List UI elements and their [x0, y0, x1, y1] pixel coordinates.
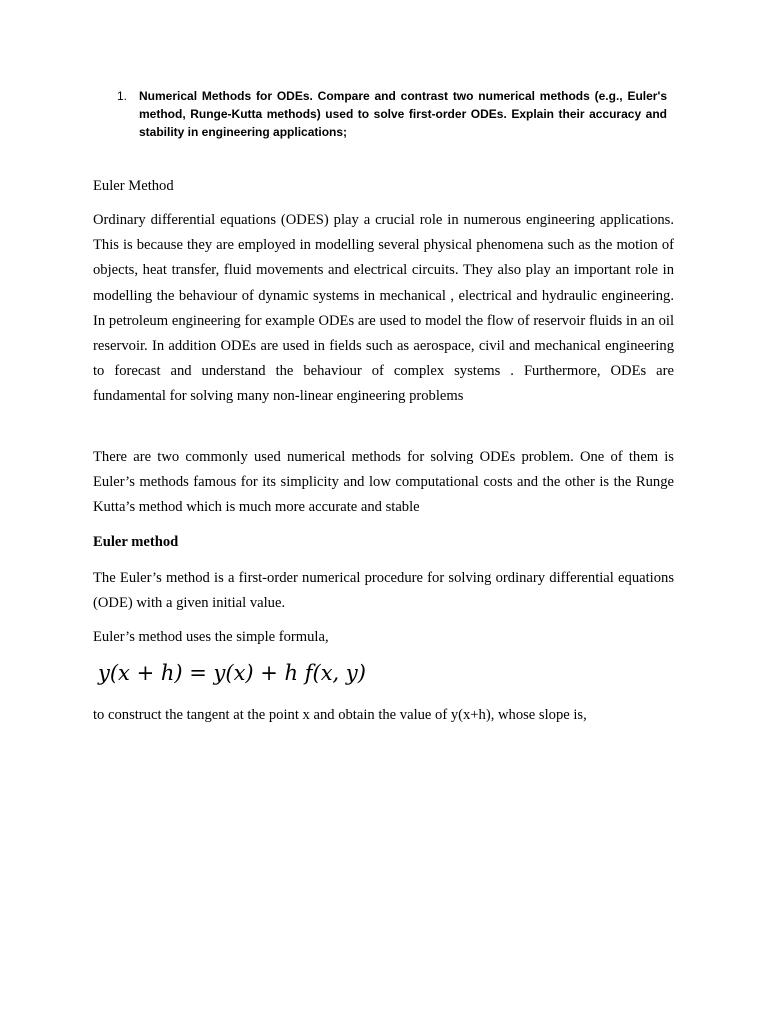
- question-item: [117, 87, 667, 141]
- paragraph-odes-intro: Ordinary differential equations (ODES) play a crucial role in numerous engineering applications. This is because they are employed in modelling several physical phenomena such as the motion of objects, heat transfer, fluid movements and electrical circuits. They also play an important role in modelling the behaviour of dynamic systems in mechanical , electrical and hydraulic engineering. In petroleum engineering for example ODEs are used to model the flow of reservoir fluids in an oil reservoir. In addition ODEs are used in fields such as aerospace, civil and mechanical engineering to forecast and understand the behaviour of complex systems . Furthermore, ODEs are fundamental for solving many non-linear engineering problems: [93, 212, 674, 405]
- paragraph-euler-definition: The Euler’s method is a first-order numerical procedure for solving ordinary differential equations (ODE) with a given initial value.: [93, 570, 674, 611]
- euler-formula: y(x + h) = y(x) + h f(x, y): [98, 661, 366, 685]
- section-heading-euler: Euler Method: [93, 178, 174, 194]
- paragraph-tangent: to construct the tangent at the point x and obtain the value of y(x+h), whose slope is,: [93, 707, 587, 723]
- section-heading-euler-bold: Euler method: [93, 534, 179, 550]
- paragraph-formula-intro: Euler’s method uses the simple formula,: [93, 629, 329, 645]
- question-number: 1.: [117, 89, 128, 103]
- question-text: Numerical Methods for ODEs. Compare and contrast two numerical methods (e.g., Euler's method, Runge-Kutta methods) used to solve first-order ODEs. Explain their accuracy and stability in engineering applications;: [139, 89, 667, 139]
- paragraph-methods-overview: There are two commonly used numerical methods for solving ODEs problem. One of them is Euler’s methods famous for its simplicity and low computational costs and the other is the Runge Kutta’s method which is much more accurate and stable: [93, 449, 674, 516]
